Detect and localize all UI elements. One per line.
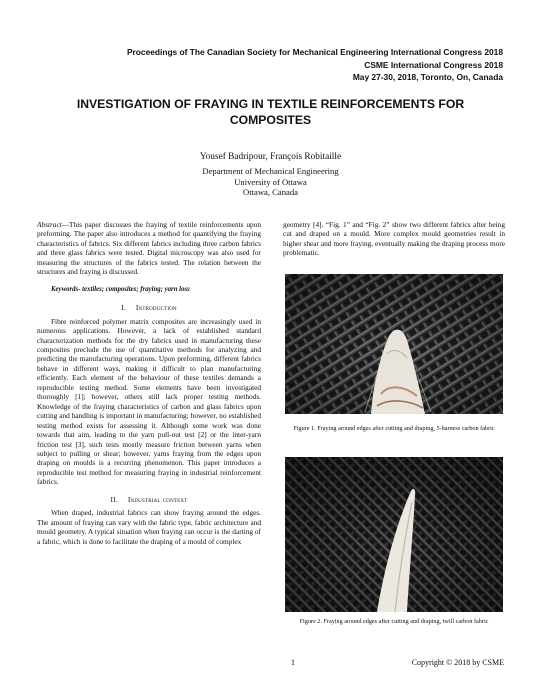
keywords-label: Keywords-	[51, 285, 81, 293]
figure-1-caption: Figure 1. Fraying around edges after cutting and draping, 5-harness carbon fabric	[293, 425, 495, 432]
author-names: Yousef Badripour, François Robitaille	[199, 152, 342, 162]
section-heading-industrial-context	[37, 495, 261, 504]
keywords	[51, 285, 261, 294]
author-location: Ottawa, Canada	[243, 187, 298, 198]
abstract-label: Abstract	[37, 220, 62, 229]
author-university: University of Ottawa	[234, 176, 307, 187]
section-number: I.	[121, 303, 126, 313]
abstract	[37, 220, 261, 277]
author-department: Department of Mechanical Engineering	[202, 165, 339, 176]
abstract-text: —This paper discusses the fraying of textile reinforcements upon preforming. The paper also introduces a method for quantifying the fraying characteristics of fabrics. Six different fabrics including three carbon fabrics and three glass fabrics were tested. Digital microscopy was also used for measuring the structures of the fabrics tested. The relation between the structures and fraying is discussed.	[37, 220, 261, 277]
introduction-paragraph: Fibre reinforced polymer matrix composites are increasingly used in numerous applications. However, a lack of established standard characterization methods for the dry fabrics used in manufacturing these composites preclude the use of quantitative methods for analyzing and predicting the manufacturing operations. Upon preforming, different fabrics behave in different ways, making it difficult to plan manufacturing efficiently. Each element of the behaviour of these textiles demands a reproducible testing method. Some elements have been investigated thoroughly [1]; however, others still lack proper testing methods. Knowledge of the fraying characteristics of carbon and glass fabrics upon cutting and handling is important in manufacturing; however, no established testing method exists for assessing it. Although some work was done towards that aim, leading to the yarn pull-out test [2] or the inter-yarn friction test [3], such tests mostly measure friction between yarns when subject to pulling or shear; however, yarns fraying from the edges upon draping on moulds is a recurring phenomenon. This paper introduces a reproducible test method for measuring fraying in industrial reinforcement fabrics.	[37, 316, 261, 487]
left-column	[37, 220, 261, 554]
page-number: 1	[291, 658, 295, 667]
figure-1-carbon-fabric-photo	[285, 274, 503, 414]
industrial-context-paragraph: When draped, industrial fabrics can show fraying around the edges. The amount of fraying can vary with the fabric type, fabric architecture and mould geometry. A typical situation when fraying can occur is the darting of a fabric, which is done to facilitate the draping of a mould of complex	[37, 508, 261, 546]
figure-2-twill-fabric-photo	[285, 457, 503, 612]
section-title: Introduction	[135, 303, 177, 313]
header-line-proceedings: Proceedings of The Canadian Society for Mechanical Engineering International Congress 2018	[126, 47, 503, 57]
figure-2-caption: Figure 2. Fraying around edges after cutting and draping, twill carbon fabric	[299, 618, 489, 625]
continued-paragraph: geometry [4]. “Fig. 1” and “Fig. 2” show two different fabrics after being cut and draped on a mould. More complex mould geometries result in higher shear and more fraying, eventually making the draping process more problematic.	[283, 220, 505, 258]
right-column	[283, 220, 505, 258]
conference-header	[127, 46, 503, 84]
keywords-text: textiles; composites; fraying; yarn loss	[80, 285, 190, 293]
section-heading-introduction	[37, 303, 261, 312]
header-line-congress: CSME International Congress 2018	[364, 59, 503, 70]
paper-title: INVESTIGATION OF FRAYING IN TEXTILE REINFORCEMENTS FOR COMPOSITES	[76, 97, 465, 127]
section-number: II.	[110, 494, 118, 504]
copyright-notice: Copyright © 2018 by CSME	[411, 658, 504, 667]
section-title: Industrial context	[127, 494, 188, 504]
author-block	[0, 152, 541, 198]
header-line-dates: May 27-30, 2018, Toronto, On, Canada	[352, 72, 503, 83]
